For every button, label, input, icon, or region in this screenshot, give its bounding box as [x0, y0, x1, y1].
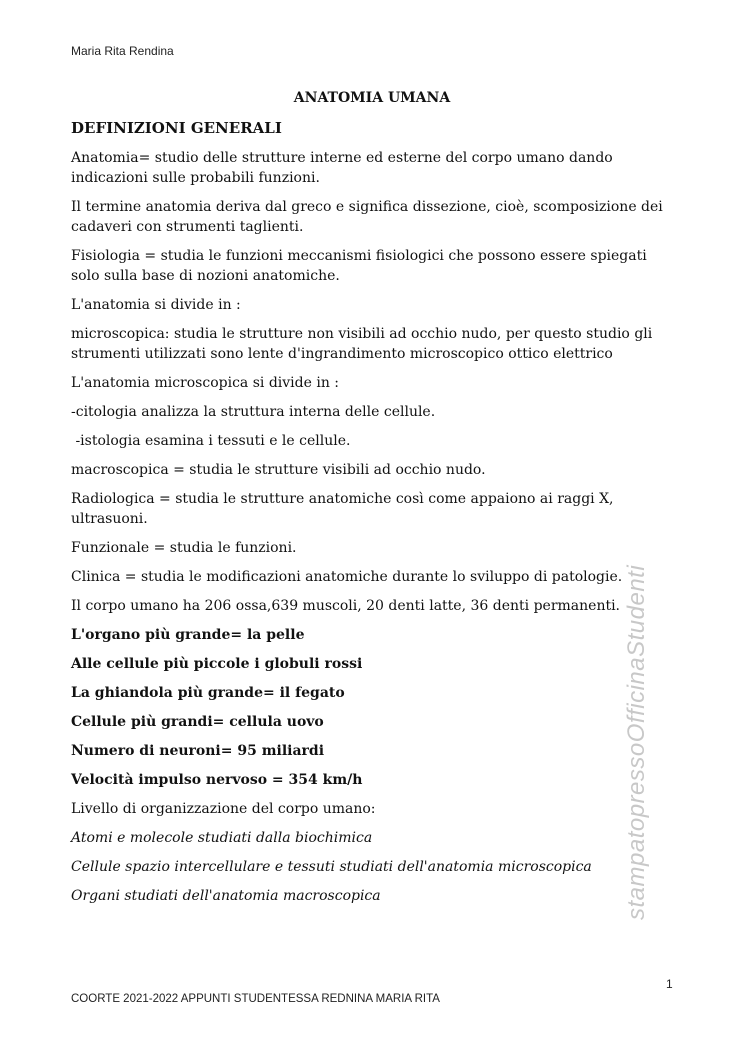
- fact-cellule-grandi: Cellule più grandi= cellula uovo: [71, 714, 324, 730]
- paragraph-divide: L'anatomia si divide in :: [71, 297, 241, 313]
- header-author: Maria Rita Rendina: [71, 44, 174, 58]
- document-title: ANATOMIA UMANA: [293, 90, 451, 106]
- fact-impulso: Velocità impulso nervoso = 354 km/h: [71, 772, 363, 788]
- paragraph-macroscopica: macroscopica = studia le strutture visibili ad occhio nudo.: [71, 462, 486, 478]
- paragraph-radiologica: Radiologica = studia le strutture anatomiche così come appaiono ai raggi X, ultrasuoni.: [71, 491, 614, 527]
- paragraph-livello: Livello di organizzazione del corpo umano:: [71, 801, 376, 817]
- fact-neuroni: Numero di neuroni= 95 miliardi: [71, 743, 325, 759]
- paragraph-funzionale: Funzionale = studia le funzioni.: [71, 540, 297, 556]
- document-body: [71, 118, 663, 915]
- paragraph-termine: Il termine anatomia deriva dal greco e significa dissezione, cioè, scomposizione dei cadaveri con strumenti taglienti.: [71, 199, 663, 235]
- section-heading: DEFINIZIONI GENERALI: [71, 119, 282, 137]
- level-cellule: Cellule spazio intercellulare e tessuti studiati dell'anatomia microscopica: [71, 859, 592, 875]
- paragraph-clinica: Clinica = studia le modificazioni anatomiche durante lo sviluppo di patologie.: [71, 569, 623, 585]
- watermark: stampatopressoOfficinaStudenti: [623, 564, 650, 920]
- paragraph-micro-divide: L'anatomia microscopica si divide in :: [71, 375, 340, 391]
- fact-organo: L'organo più grande= la pelle: [71, 627, 305, 643]
- paragraph-corpo-umano: Il corpo umano ha 206 ossa,639 muscoli, 20 denti latte, 36 denti permanenti.: [71, 598, 621, 614]
- paragraph-citologia: -citologia analizza la struttura interna delle cellule.: [71, 404, 436, 420]
- paragraph-fisiologia: Fisiologia = studia le funzioni meccanismi fisiologici che possono essere spiegati solo sulla base di nozioni anatomiche.: [71, 248, 647, 284]
- page-number: 1: [666, 977, 673, 991]
- fact-ghiandola: La ghiandola più grande= il fegato: [71, 685, 345, 701]
- level-atomi: Atomi e molecole studiati dalla biochimica: [71, 830, 373, 846]
- paragraph-istologia: -istologia esamina i tessuti e le cellule.: [71, 433, 351, 449]
- footer-text: COORTE 2021-2022 APPUNTI STUDENTESSA REDNINA MARIA RITA: [71, 993, 440, 1005]
- level-organi: Organi studiati dell'anatomia macroscopica: [71, 888, 381, 904]
- fact-cellule-piccole: Alle cellule più piccole i globuli rossi: [71, 656, 363, 672]
- paragraph-microscopica: microscopica: studia le strutture non visibili ad occhio nudo, per questo studio gli strumenti utilizzati sono lente d'ingrandimento microscopico ottico elettrico: [71, 326, 653, 362]
- paragraph-anatomia: Anatomia= studio delle strutture interne ed esterne del corpo umano dando indicazioni sulle probabili funzioni.: [71, 150, 613, 186]
